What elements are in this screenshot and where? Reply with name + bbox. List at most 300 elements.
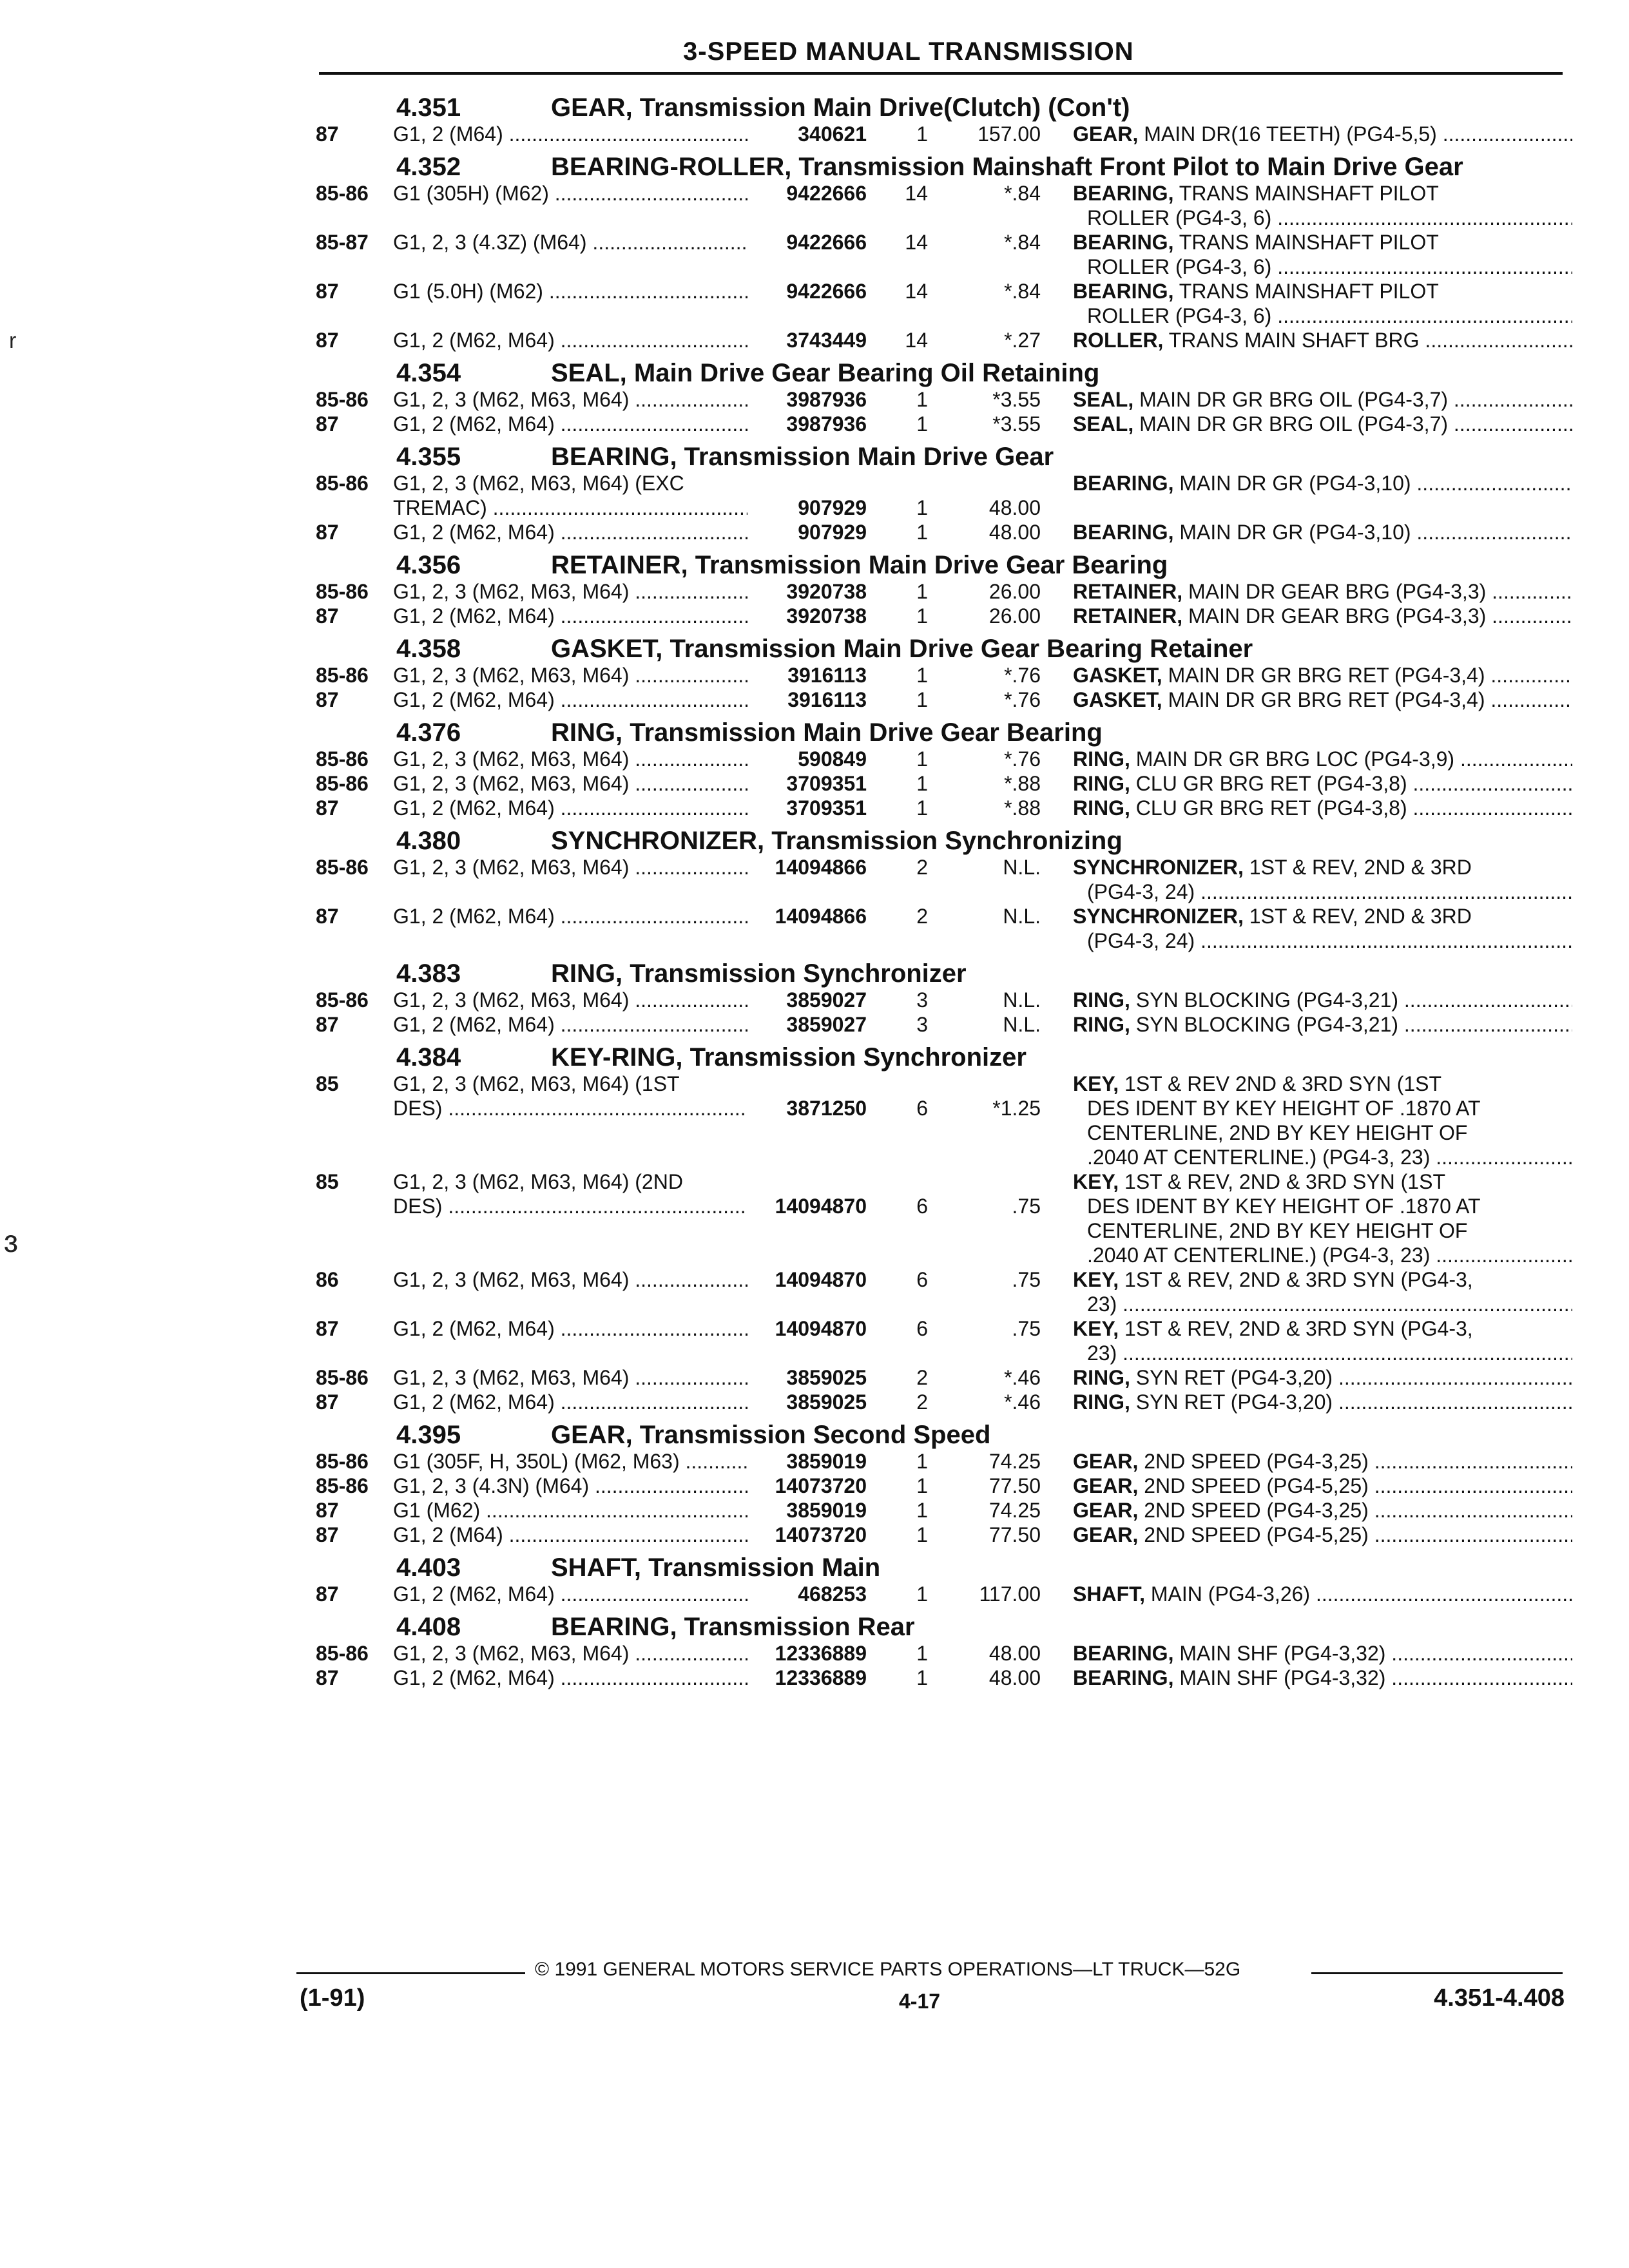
- section-heading: [316, 93, 1572, 122]
- section-number: 4.384: [396, 1043, 461, 1072]
- part-name-keyword: RING,: [1073, 796, 1130, 820]
- part-name-detail: TRANS MAIN SHAFT BRG: [1168, 329, 1420, 352]
- part-number: 3859019: [786, 1450, 867, 1473]
- quantity: [867, 1292, 928, 1316]
- application-description: [393, 1292, 747, 1316]
- part-name-keyword: KEY,: [1073, 1072, 1119, 1095]
- application-text: G1, 2 (M62, M64): [393, 1013, 555, 1036]
- model-year: 85: [316, 1170, 339, 1193]
- part-name-detail: 1ST & REV, 2ND & 3RD: [1249, 856, 1472, 879]
- part-number: 3709351: [786, 772, 867, 795]
- part-name-detail: MAIN DR GEAR BRG (PG4-3,3): [1188, 604, 1487, 628]
- application-description: [393, 520, 747, 544]
- part-row: [316, 855, 1572, 879]
- application-description: [393, 1365, 747, 1390]
- application-description: [393, 1474, 747, 1498]
- section-number: 4.352: [396, 153, 461, 181]
- application-text: G1, 2, 3 (M62, M63, M64): [393, 988, 630, 1012]
- section-number: 4.358: [396, 635, 461, 663]
- section-heading: [316, 359, 1572, 387]
- footer-rule-left: [296, 1972, 525, 1974]
- part-name-keyword: SEAL,: [1073, 412, 1134, 436]
- part-name: [1041, 1523, 1572, 1547]
- part-name-keyword: GASKET,: [1073, 688, 1162, 711]
- part-row: [316, 747, 1572, 771]
- part-name-keyword: KEY,: [1073, 1268, 1119, 1291]
- price: *3.55: [992, 388, 1041, 411]
- part-name: [1041, 495, 1572, 520]
- part-name: [1041, 687, 1572, 712]
- part-number: 9422666: [786, 280, 867, 303]
- price: *1.25: [992, 1097, 1041, 1120]
- part-name: [1041, 1498, 1572, 1523]
- quantity: 1: [916, 1666, 928, 1689]
- application-text: G1, 2 (M62, M64): [393, 796, 555, 820]
- model-year: 87: [316, 796, 339, 820]
- part-number: 3859025: [786, 1390, 867, 1414]
- price: 77.50: [988, 1474, 1041, 1497]
- part-name-detail: MAIN DR GR (PG4-3,10): [1179, 472, 1411, 495]
- part-name-keyword: GEAR,: [1073, 1450, 1139, 1473]
- part-name-keyword: BEARING,: [1073, 280, 1174, 303]
- part-name-keyword: RING,: [1073, 988, 1130, 1012]
- part-name-detail: MAIN DR GR BRG LOC (PG4-3,9): [1135, 747, 1455, 771]
- part-name: [1041, 181, 1572, 206]
- application-text: G1, 2, 3 (M62, M63, M64): [393, 1268, 630, 1291]
- model-year: 87: [316, 1390, 339, 1414]
- application-description: [393, 495, 747, 520]
- part-row-continued: [316, 1243, 1572, 1267]
- application-description: [393, 412, 747, 436]
- part-row: [316, 1498, 1572, 1523]
- application-description: [393, 1390, 747, 1414]
- model-year: [316, 255, 393, 279]
- part-number: 340621: [798, 122, 867, 146]
- application-text: DES): [393, 1195, 443, 1218]
- part-row: [316, 122, 1572, 146]
- part-name-detail: MAIN DR GR BRG RET (PG4-3,4): [1168, 664, 1485, 687]
- model-year: 85-86: [316, 856, 369, 879]
- model-year: 87: [316, 1317, 339, 1340]
- part-row-continued: [316, 255, 1572, 279]
- part-name-detail: ROLLER (PG4-3, 6): [1087, 304, 1272, 327]
- part-number: 3859027: [786, 988, 867, 1012]
- price: 74.25: [988, 1450, 1041, 1473]
- application-description: [393, 1145, 747, 1169]
- price: .75: [1012, 1268, 1041, 1291]
- part-name-keyword: RETAINER,: [1073, 604, 1183, 628]
- part-number: 14094870: [775, 1195, 867, 1218]
- price: 117.00: [979, 1582, 1041, 1606]
- part-name: [1041, 1666, 1572, 1690]
- quantity: 1: [916, 772, 928, 795]
- section-heading: [316, 443, 1572, 471]
- application-description: [393, 663, 747, 687]
- part-name-detail: .2040 AT CENTERLINE.) (PG4-3, 23): [1087, 1146, 1431, 1169]
- part-number: [747, 879, 867, 904]
- price: [928, 1169, 1041, 1194]
- section-number: 4.408: [396, 1613, 461, 1641]
- quantity: 1: [916, 1582, 928, 1606]
- part-row: [316, 1365, 1572, 1390]
- part-name-detail: CENTERLINE, 2ND BY KEY HEIGHT OF: [1087, 1219, 1468, 1242]
- application-description: [393, 1341, 747, 1365]
- application-description: [393, 1316, 747, 1341]
- section-title: GEAR, Transmission Main Drive(Clutch) (Con't): [551, 93, 1130, 122]
- part-name: [1041, 904, 1572, 928]
- part-name-detail: TRANS MAINSHAFT PILOT: [1179, 231, 1439, 254]
- quantity: 1: [916, 688, 928, 711]
- part-name-detail: 1ST & REV, 2ND & 3RD: [1249, 905, 1472, 928]
- application-description: [393, 796, 747, 820]
- part-name-detail: 2ND SPEED (PG4-3,25): [1144, 1450, 1369, 1473]
- part-name-detail: 1ST & REV 2ND & 3RD SYN (1ST: [1124, 1072, 1442, 1095]
- application-description: [393, 1523, 747, 1547]
- part-name: [1041, 879, 1572, 904]
- application-text: G1, 2, 3 (M62, M63, M64): [393, 772, 630, 795]
- quantity: 14: [905, 182, 928, 205]
- application-text: G1, 2 (M62, M64): [393, 1666, 555, 1689]
- section-number: 4.376: [396, 718, 461, 747]
- part-number: 3743449: [786, 329, 867, 352]
- price: *.88: [1004, 772, 1041, 795]
- model-year: 85-86: [316, 1366, 369, 1389]
- quantity: [867, 1145, 928, 1169]
- quantity: 2: [916, 1390, 928, 1414]
- application-description: [393, 988, 747, 1012]
- quantity: 3: [916, 1013, 928, 1036]
- section-title: RING, Transmission Synchronizer: [551, 959, 967, 988]
- part-number: 3859027: [786, 1013, 867, 1036]
- part-name: [1041, 255, 1572, 279]
- price: [928, 879, 1041, 904]
- part-row: [316, 279, 1572, 303]
- part-row: [316, 1390, 1572, 1414]
- part-row: [316, 1316, 1572, 1341]
- quantity: 1: [916, 796, 928, 820]
- model-year: [316, 1341, 393, 1365]
- part-name-detail: SYN RET (PG4-3,20): [1135, 1366, 1333, 1389]
- part-name-detail: (PG4-3, 24): [1087, 929, 1195, 952]
- part-number: 3920738: [786, 604, 867, 628]
- application-description: [393, 1012, 747, 1037]
- part-number: 14094866: [775, 905, 867, 928]
- part-name-detail: DES IDENT BY KEY HEIGHT OF .1870 AT: [1087, 1195, 1481, 1218]
- application-text: TREMAC): [393, 496, 487, 519]
- quantity: 2: [916, 905, 928, 928]
- application-text: G1, 2, 3 (M62, M63, M64): [393, 580, 630, 603]
- model-year: 87: [316, 688, 339, 711]
- part-number: 3709351: [786, 796, 867, 820]
- price: 48.00: [988, 1666, 1041, 1689]
- model-year: [316, 495, 393, 520]
- part-name-detail: 23): [1087, 1293, 1117, 1316]
- part-name: [1041, 928, 1572, 953]
- model-year: [316, 1145, 393, 1169]
- part-row: [316, 604, 1572, 628]
- price: *.76: [1004, 747, 1041, 771]
- quantity: [867, 1218, 928, 1243]
- part-name-keyword: RING,: [1073, 1366, 1130, 1389]
- part-name: [1041, 1096, 1572, 1120]
- part-name: [1041, 412, 1572, 436]
- part-name: [1041, 988, 1572, 1012]
- part-name: [1041, 1449, 1572, 1474]
- part-name-keyword: RING,: [1073, 1013, 1130, 1036]
- model-year: [316, 303, 393, 328]
- price: *.27: [1004, 329, 1041, 352]
- footer-page-number: 4-17: [899, 1990, 941, 2013]
- part-name-keyword: RING,: [1073, 747, 1130, 771]
- part-name: [1041, 1072, 1572, 1096]
- part-name: [1041, 1243, 1572, 1267]
- price: [928, 1120, 1041, 1145]
- application-description: [393, 747, 747, 771]
- section-number: 4.356: [396, 551, 461, 579]
- part-row: [316, 1582, 1572, 1606]
- parts-list: [316, 87, 1572, 1690]
- quantity: 2: [916, 856, 928, 879]
- section-heading: [316, 827, 1572, 855]
- part-name-keyword: RING,: [1073, 772, 1130, 795]
- section-number: 4.395: [396, 1421, 461, 1449]
- section-title: GEAR, Transmission Second Speed: [551, 1421, 991, 1449]
- part-name-detail: MAIN SHF (PG4-3,32): [1179, 1642, 1386, 1665]
- quantity: [867, 1169, 928, 1194]
- application-description: [393, 604, 747, 628]
- section-heading: [316, 153, 1572, 181]
- part-name-detail: SYN BLOCKING (PG4-3,21): [1135, 1013, 1399, 1036]
- part-number: 3859025: [786, 1366, 867, 1389]
- price: N.L.: [1003, 856, 1041, 879]
- application-text: G1 (305F, H, 350L) (M62, M63): [393, 1450, 680, 1473]
- application-description: [393, 279, 747, 303]
- part-name-keyword: SYNCHRONIZER,: [1073, 856, 1244, 879]
- part-row: [316, 230, 1572, 255]
- part-number: 12336889: [775, 1666, 867, 1689]
- section-title: RETAINER, Transmission Main Drive Gear Bearing: [551, 551, 1168, 579]
- part-name-keyword: SYNCHRONIZER,: [1073, 905, 1244, 928]
- part-name: [1041, 747, 1572, 771]
- section-number: 4.351: [396, 93, 461, 122]
- part-number: 907929: [798, 521, 867, 544]
- part-name: [1041, 1641, 1572, 1666]
- part-name: [1041, 1365, 1572, 1390]
- price: 26.00: [988, 580, 1041, 603]
- model-year: 85-87: [316, 231, 369, 254]
- price: 48.00: [988, 521, 1041, 544]
- section-number: 4.380: [396, 827, 461, 855]
- part-row: [316, 687, 1572, 712]
- part-name-detail: MAIN DR(16 TEETH) (PG4-5,5): [1144, 122, 1437, 146]
- quantity: 1: [916, 747, 928, 771]
- part-name: [1041, 1390, 1572, 1414]
- part-number: [747, 928, 867, 953]
- part-number: 3916113: [787, 688, 867, 711]
- part-name-detail: SYN RET (PG4-3,20): [1135, 1390, 1333, 1414]
- model-year: 87: [316, 280, 339, 303]
- quantity: 1: [916, 580, 928, 603]
- application-description: [393, 387, 747, 412]
- part-row: [316, 1474, 1572, 1498]
- application-description: [393, 904, 747, 928]
- section-title: SEAL, Main Drive Gear Bearing Oil Retaining: [551, 359, 1100, 387]
- quantity: [867, 879, 928, 904]
- part-name: [1041, 855, 1572, 879]
- part-name-keyword: BEARING,: [1073, 231, 1174, 254]
- part-name: [1041, 1292, 1572, 1316]
- footer-section-range: 4.351-4.408: [1434, 1984, 1565, 2012]
- part-row: [316, 771, 1572, 796]
- margin-mark: r: [9, 329, 17, 353]
- model-year: 85-86: [316, 664, 369, 687]
- price: .75: [1012, 1317, 1041, 1340]
- section-number: 4.383: [396, 959, 461, 988]
- part-name-detail: 2ND SPEED (PG4-5,25): [1144, 1523, 1369, 1546]
- part-name-keyword: BEARING,: [1073, 1666, 1174, 1689]
- quantity: [867, 1120, 928, 1145]
- application-description: [393, 879, 747, 904]
- model-year: [316, 928, 393, 953]
- part-row-continued: [316, 495, 1572, 520]
- part-name-detail: ROLLER (PG4-3, 6): [1087, 206, 1272, 229]
- part-number: [747, 1072, 867, 1096]
- part-name: [1041, 796, 1572, 820]
- part-name-detail: TRANS MAINSHAFT PILOT: [1179, 182, 1439, 205]
- quantity: [867, 1243, 928, 1267]
- part-number: 3859019: [786, 1499, 867, 1522]
- application-text: G1 (305H) (M62): [393, 182, 549, 205]
- part-name-keyword: RING,: [1073, 1390, 1130, 1414]
- part-number: 3916113: [787, 664, 867, 687]
- section-title: KEY-RING, Transmission Synchronizer: [551, 1043, 1027, 1072]
- application-description: [393, 1169, 747, 1194]
- part-row: [316, 1169, 1572, 1194]
- part-name-detail: 1ST & REV, 2ND & 3RD SYN (PG4-3,: [1124, 1268, 1473, 1291]
- part-number: [747, 1341, 867, 1365]
- price: [928, 1292, 1041, 1316]
- quantity: [867, 928, 928, 953]
- quantity: 1: [916, 122, 928, 146]
- section-heading: [316, 1613, 1572, 1641]
- part-row: [316, 412, 1572, 436]
- application-description: [393, 255, 747, 279]
- part-number: 14073720: [775, 1474, 867, 1497]
- quantity: 6: [916, 1097, 928, 1120]
- part-number: 3987936: [786, 388, 867, 411]
- application-description: [393, 303, 747, 328]
- part-name-detail: MAIN DR GEAR BRG (PG4-3,3): [1188, 580, 1487, 603]
- model-year: 87: [316, 329, 339, 352]
- quantity: 1: [916, 1642, 928, 1665]
- model-year: 85-86: [316, 988, 369, 1012]
- section-heading: [316, 551, 1572, 579]
- model-year: 87: [316, 1523, 339, 1546]
- quantity: 14: [905, 329, 928, 352]
- application-description: [393, 471, 747, 495]
- quantity: 6: [916, 1268, 928, 1291]
- part-number: [747, 255, 867, 279]
- price: [928, 471, 1041, 495]
- quantity: [867, 1341, 928, 1365]
- price: *.76: [1004, 664, 1041, 687]
- model-year: 85-86: [316, 472, 369, 495]
- section-title: BEARING-ROLLER, Transmission Mainshaft Front Pilot to Main Drive Gear: [551, 153, 1463, 181]
- part-number: [747, 303, 867, 328]
- model-year: 87: [316, 1013, 339, 1036]
- price: [928, 1218, 1041, 1243]
- price: *.84: [1004, 280, 1041, 303]
- part-name-detail: CLU GR BRG RET (PG4-3,8): [1135, 772, 1407, 795]
- part-number: 9422666: [786, 231, 867, 254]
- part-name-keyword: BEARING,: [1073, 521, 1174, 544]
- part-row: [316, 904, 1572, 928]
- part-name-detail: MAIN DR GR BRG RET (PG4-3,4): [1168, 688, 1485, 711]
- model-year: 85: [316, 1072, 339, 1095]
- price: 157.00: [978, 122, 1041, 146]
- part-row: [316, 1641, 1572, 1666]
- application-description: [393, 1267, 747, 1292]
- section-title: BEARING, Transmission Main Drive Gear: [551, 443, 1054, 471]
- price: *.46: [1004, 1390, 1041, 1414]
- part-number: 3987936: [786, 412, 867, 436]
- part-name-keyword: ROLLER,: [1073, 329, 1164, 352]
- model-year: 85-86: [316, 1474, 369, 1497]
- part-name: [1041, 771, 1572, 796]
- application-description: [393, 230, 747, 255]
- part-row: [316, 1072, 1572, 1096]
- part-row: [316, 387, 1572, 412]
- footer-rule-right: [1311, 1972, 1563, 1974]
- part-name: [1041, 579, 1572, 604]
- quantity: 6: [916, 1195, 928, 1218]
- quantity: 1: [916, 412, 928, 436]
- part-name: [1041, 1012, 1572, 1037]
- part-row: [316, 796, 1572, 820]
- part-name-keyword: GEAR,: [1073, 122, 1139, 146]
- part-number: [747, 1218, 867, 1243]
- part-row-continued: [316, 1292, 1572, 1316]
- application-text: G1, 2, 3 (M62, M63, M64): [393, 388, 630, 411]
- application-text: G1 (M62): [393, 1499, 481, 1522]
- part-row-continued: [316, 879, 1572, 904]
- part-name: [1041, 1145, 1572, 1169]
- part-name-detail: CLU GR BRG RET (PG4-3,8): [1135, 796, 1407, 820]
- model-year: 87: [316, 521, 339, 544]
- quantity: 1: [916, 1450, 928, 1473]
- part-number: [747, 206, 867, 230]
- part-row-continued: [316, 303, 1572, 328]
- part-row-continued: [316, 1218, 1572, 1243]
- part-number: 3871250: [786, 1097, 867, 1120]
- price: [928, 206, 1041, 230]
- quantity: [867, 255, 928, 279]
- model-year: 85-86: [316, 772, 369, 795]
- part-name: [1041, 1120, 1572, 1145]
- part-name: [1041, 471, 1572, 495]
- part-number: 907929: [798, 496, 867, 519]
- quantity: [867, 206, 928, 230]
- application-description: [393, 181, 747, 206]
- model-year: 87: [316, 1666, 339, 1689]
- application-text: DES): [393, 1097, 443, 1120]
- part-number: 14094870: [775, 1317, 867, 1340]
- quantity: 14: [905, 231, 928, 254]
- model-year: 85-86: [316, 1450, 369, 1473]
- part-name: [1041, 1218, 1572, 1243]
- part-row: [316, 579, 1572, 604]
- part-name-keyword: BEARING,: [1073, 1642, 1174, 1665]
